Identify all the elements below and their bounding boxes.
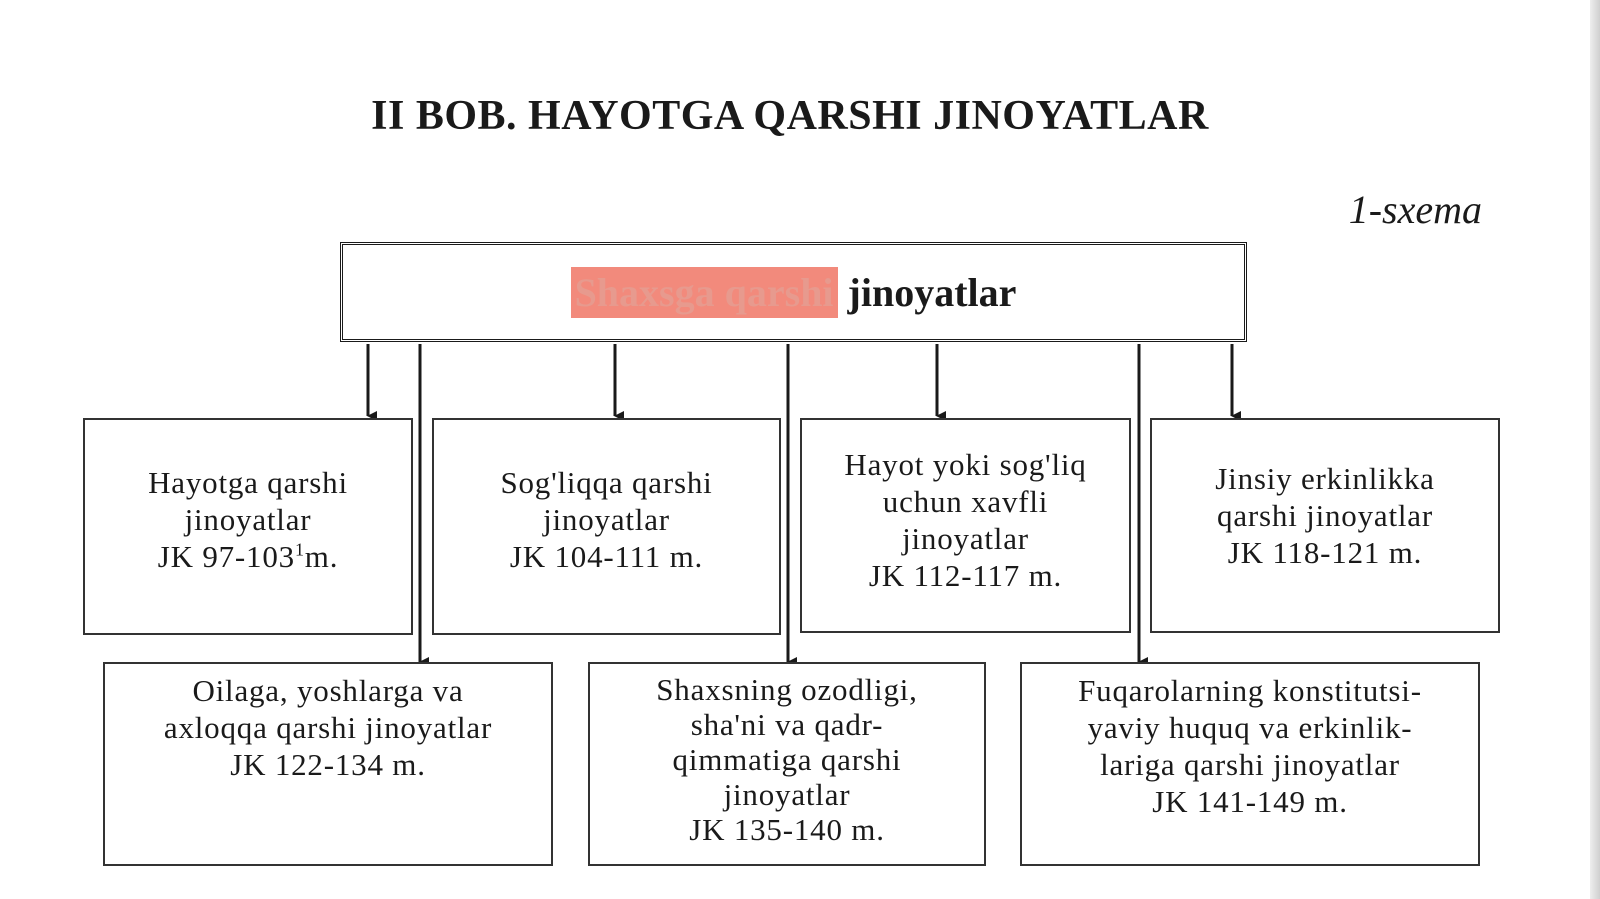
root-text: jinoyatlar <box>847 269 1017 315</box>
node-line: Jinsiy erkinlikka <box>1215 461 1435 496</box>
node-ref: JK $97-103^1m$. <box>157 539 339 574</box>
node-line: qimmatiga qarshi <box>672 742 902 777</box>
node-line: jinoyatlar <box>543 502 670 537</box>
node-hayotga <box>83 418 413 635</box>
node-ref: JK 141-149 m. <box>1152 784 1348 819</box>
node-ref: JK 135-140 m. <box>689 812 885 847</box>
node-xavfli <box>800 418 1131 633</box>
node-line: jinoyatlar <box>902 521 1029 556</box>
node-ref: JK 118-121 m. <box>1227 535 1423 570</box>
node-jinsiy <box>1150 418 1500 633</box>
root-highlighted-text: Shaxsga qarshi <box>571 267 838 318</box>
node-line: sha'ni va qadr- <box>690 707 884 742</box>
node-line: yaviy huquq va erkinlik- <box>1087 710 1413 745</box>
scheme-label: 1-sxema <box>1348 187 1482 232</box>
page-title: II BOB. HAYOTGA QARSHI JINOYATLAR <box>371 93 1209 139</box>
node-line: uchun xavfli <box>882 484 1049 519</box>
node-ref: JK 112-117 m. <box>868 558 1063 593</box>
node-sogliqqa <box>432 418 781 635</box>
root-node <box>340 242 1247 342</box>
node-ref: JK 122-134 m. <box>230 747 426 782</box>
node-konstitutsiyaviy <box>1020 662 1480 866</box>
node-ref: JK 104-111 m. <box>509 539 704 574</box>
node-oilaga <box>103 662 553 866</box>
node-line: Oilaga, yoshlarga va <box>192 673 464 708</box>
node-line: jinoyatlar <box>184 502 312 537</box>
node-line: Hayotga qarshi <box>148 465 348 500</box>
node-line: Hayot yoki sog'liq <box>844 447 1087 482</box>
node-line: jinoyatlar <box>723 777 851 812</box>
node-line: axloqqa qarshi jinoyatlar <box>163 710 493 745</box>
node-line: lariga qarshi jinoyatlar <box>1100 747 1400 782</box>
node-ozodligi <box>588 662 986 866</box>
node-line: Shaxsning ozodligi, <box>656 672 918 707</box>
node-line: Fuqarolarning konstitutsi- <box>1078 673 1422 708</box>
node-line: Sog'liqqa qarshi <box>500 465 713 500</box>
node-line: qarshi jinoyatlar <box>1217 498 1433 533</box>
